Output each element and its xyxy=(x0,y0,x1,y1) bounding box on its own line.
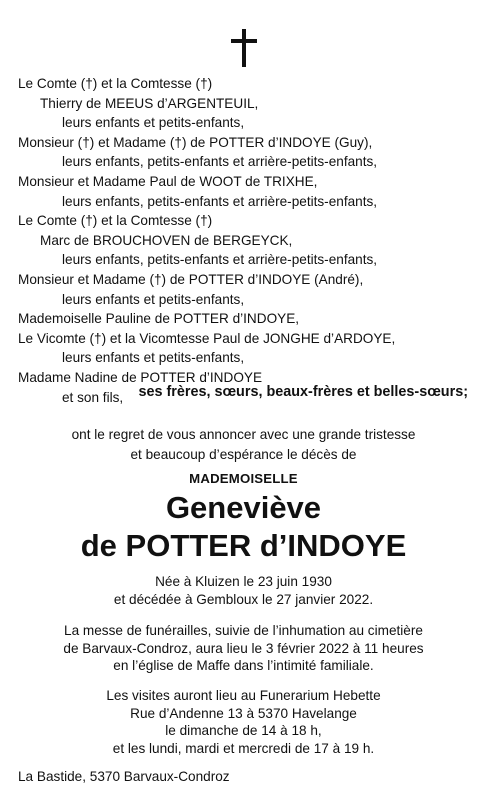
family-line: leurs enfants, petits-enfants et arrière-petits-enfants, xyxy=(62,154,378,170)
family-line: leurs enfants et petits-enfants, xyxy=(62,115,245,131)
info-line: La messe de funérailles, suivie de l’inhumation au cimetière xyxy=(64,623,423,638)
info-line: Rue d’Andenne 13 à 5370 Havelange xyxy=(130,705,357,721)
family-line: Marc de BROUCHOVEN de BERGEYCK, xyxy=(40,232,293,248)
family-line: Le Comte (†) et la Comtesse (†) xyxy=(18,213,213,229)
family-list xyxy=(18,74,478,407)
deceased-first-name: Geneviève xyxy=(165,490,322,525)
family-line: leurs enfants, petits-enfants et arrière-petits-enfants, xyxy=(62,193,378,209)
family-line: Monsieur (†) et Madame (†) de POTTER d’INDOYE (Guy), xyxy=(18,134,373,150)
announcement xyxy=(0,425,487,464)
family-address: La Bastide, 5370 Barvaux-Condroz xyxy=(18,769,230,784)
deceased-name xyxy=(0,489,487,565)
announcement-line: ont le regret de vous annoncer avec une grande tristesse xyxy=(71,427,416,442)
visits-info xyxy=(0,687,487,757)
family-line: Thierry de MEEUS d’ARGENTEUIL, xyxy=(40,95,259,111)
info-line: et décédée à Gembloux le 27 janvier 2022. xyxy=(113,591,374,607)
family-line: Mademoiselle Pauline de POTTER d’INDOYE, xyxy=(18,311,300,327)
family-line: Monsieur et Madame (†) de POTTER d’INDOYE (André), xyxy=(18,271,364,287)
family-line: leurs enfants et petits-enfants, xyxy=(62,291,245,307)
info-line: le dimanche de 14 à 18 h, xyxy=(165,723,322,739)
birth-death-info xyxy=(0,573,487,608)
info-line: en l’église de Maffe dans l’intimité familiale. xyxy=(113,658,374,674)
family-line: Le Vicomte (†) et la Vicomtesse Paul de JONGHE d’ARDOYE, xyxy=(18,330,396,346)
family-line: et son fils, xyxy=(62,389,124,405)
honorific: MADEMOISELLE xyxy=(189,471,298,486)
funeral-info xyxy=(0,622,487,675)
deceased-surname: de POTTER d’INDOYE xyxy=(80,528,407,563)
info-line: et les lundi, mardi et mercredi de 17 à 19 h. xyxy=(112,740,375,756)
siblings-line: ses frères, sœurs, beaux-frères et belles-sœurs; xyxy=(138,384,468,400)
info-line: de Barvaux-Condroz, aura lieu le 3 février 2022 à 11 heures xyxy=(63,640,424,656)
family-line: Le Comte (†) et la Comtesse (†) xyxy=(18,76,213,91)
family-line: leurs enfants, petits-enfants et arrière-petits-enfants, xyxy=(62,252,378,268)
family-line: Madame Nadine de POTTER d’INDOYE xyxy=(18,369,263,385)
family-line: Monsieur et Madame Paul de WOOT de TRIXHE, xyxy=(18,173,318,189)
family-line: leurs enfants et petits-enfants, xyxy=(62,350,245,366)
latin-cross-icon xyxy=(228,28,260,68)
info-line: Les visites auront lieu au Funerarium Hebette xyxy=(106,688,381,703)
announcement-line: et beaucoup d’espérance le décès de xyxy=(130,446,357,462)
info-line: Née à Kluizen le 23 juin 1930 xyxy=(155,574,332,589)
